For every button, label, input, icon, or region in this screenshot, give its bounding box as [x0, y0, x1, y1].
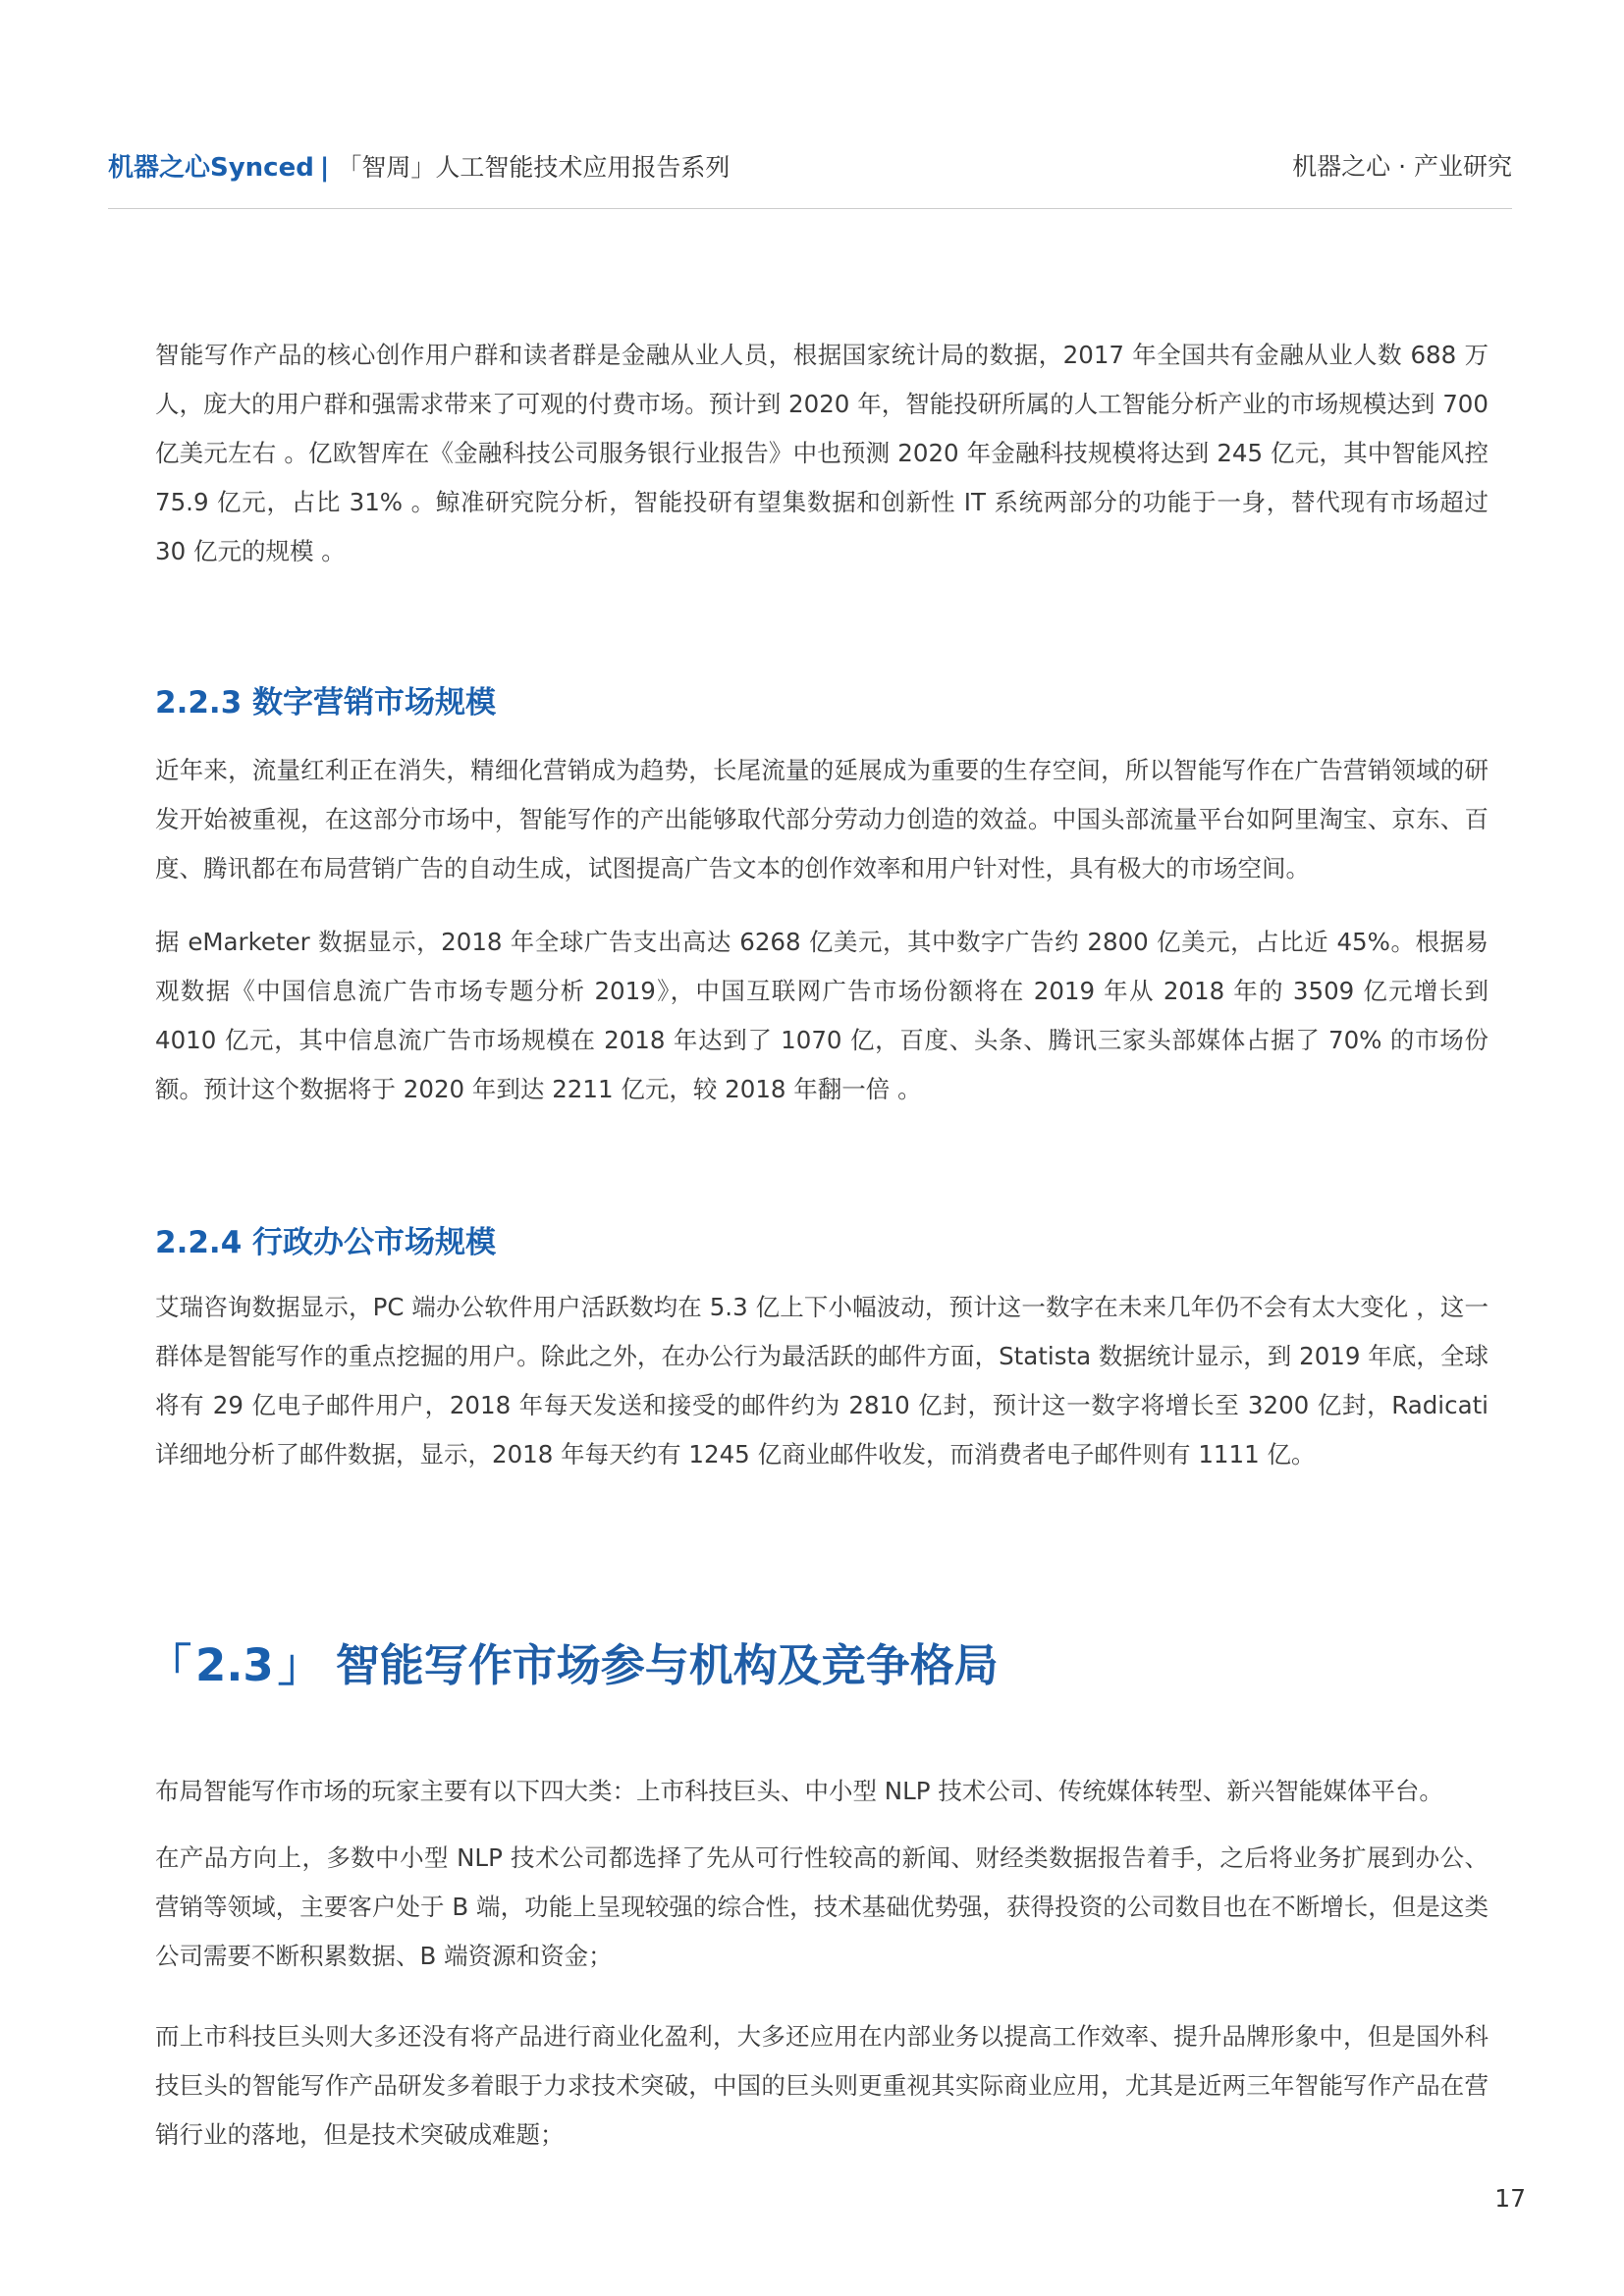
brand-name: 机器之心Synced — [108, 153, 314, 183]
header-brand-group — [108, 147, 730, 184]
page-number: 17 — [1494, 2184, 1526, 2213]
heading-title: 智能写作市场参与机构及竞争格局 — [335, 1639, 999, 1691]
header-divider — [108, 208, 1512, 209]
heading-bracket-open: 「 — [147, 1639, 192, 1691]
brand-separator: | — [319, 153, 330, 183]
paragraph-2-3-1: 布局智能写作市场的玩家主要有以下四大类：上市科技巨头、中小型 NLP 技术公司、传统媒体转型、新兴智能媒体平台。 — [155, 1777, 1443, 1805]
page-header — [108, 147, 1512, 187]
report-series-title: 「智周」人工智能技术应用报告系列 — [337, 153, 731, 182]
heading-number: 2.3 — [195, 1639, 274, 1691]
paragraph-2-2-4-1: 艾瑞咨询数据显示，PC 端办公软件用户活跃数均在 5.3 亿上下小幅波动，预计这一数字在未来几年仍不会有太大变化 ，这一群体是智能写作的重点挖掘的用户。除此之外，在办公行为最活跃的邮件方面，Statista 数据统计显示，到 2019 年底，全球将有 29 亿电子邮件用户，2018 年每天发送和接受的邮件约为 2810 亿封，预计这一数字将增长至 3200 亿封，Radicati 详细地分析了邮件数据，显示，2018 年每天约有 1245 亿商业邮件收发，而消费者电子邮件则有 1111 亿。 — [155, 1293, 1489, 1468]
heading-bracket-close: 」 — [277, 1639, 322, 1691]
header-right-label: 机器之心 · 产业研究 — [1292, 152, 1512, 181]
section-heading-2-3 — [147, 1629, 999, 1693]
paragraph-2-3-3: 而上市科技巨头则大多还没有将产品进行商业化盈利，大多还应用在内部业务以提高工作效率、提升品牌形象中，但是国外科技巨头的智能写作产品研发多着眼于力求技术突破，中国的巨头则更重视其实际商业应用，尤其是近两三年智能写作产品在营销行业的落地，但是技术突破成难题； — [155, 2022, 1489, 2149]
paragraph-2-2-3-1: 近年来，流量红利正在消失，精细化营销成为趋势，长尾流量的延展成为重要的生存空间，所以智能写作在广告营销领域的研发开始被重视，在这部分市场中，智能写作的产出能够取代部分劳动力创造的效益。中国头部流量平台如阿里淘宝、京东、百度、腾讯都在布局营销广告的自动生成，试图提高广告文本的创作效率和用户针对性，具有极大的市场空间。 — [155, 756, 1489, 882]
intro-paragraph: 智能写作产品的核心创作用户群和读者群是金融从业人员，根据国家统计局的数据，2017 年全国共有金融从业人数 688 万人，庞大的用户群和强需求带来了可观的付费市场。预计到 2020 年，智能投研所属的人工智能分析产业的市场规模达到 700 亿美元左右 。亿欧智库在《金融科技公司服务银行业报告》中也预测 2020 年金融科技规模将达到 245 亿元，其中智能风控 75.9 亿元，占比 31% 。鲸准研究院分析，智能投研有望集数据和创新性 IT 系统两部分的功能于一身，替代现有市场超过 30 亿元的规模 。 — [155, 341, 1489, 565]
section-heading-2-2-3: 2.2.3 数字营销市场规模 — [155, 685, 497, 721]
paragraph-2-2-3-2: 据 eMarketer 数据显示，2018 年全球广告支出高达 6268 亿美元，其中数字广告约 2800 亿美元，占比近 45%。根据易观数据《中国信息流广告市场专题分析 2019》，中国互联网广告市场份额将在 2019 年从 2018 年的 3509 亿元增长到 4010 亿元，其中信息流广告市场规模在 2018 年达到了 1070 亿，百度、头条、腾讯三家头部媒体占据了 70% 的市场份额。预计这个数据将于 2020 年到达 2211 亿元，较 2018 年翻一倍 。 — [155, 928, 1489, 1103]
paragraph-2-3-2: 在产品方向上，多数中小型 NLP 技术公司都选择了先从可行性较高的新闻、财经类数据报告着手，之后将业务扩展到办公、营销等领域，主要客户处于 B 端，功能上呈现较强的综合性，技术基础优势强，获得投资的公司数目也在不断增长，但是这类公司需要不断积累数据、B 端资源和资金； — [155, 1843, 1489, 1970]
section-heading-2-2-4: 2.2.4 行政办公市场规模 — [155, 1225, 497, 1260]
